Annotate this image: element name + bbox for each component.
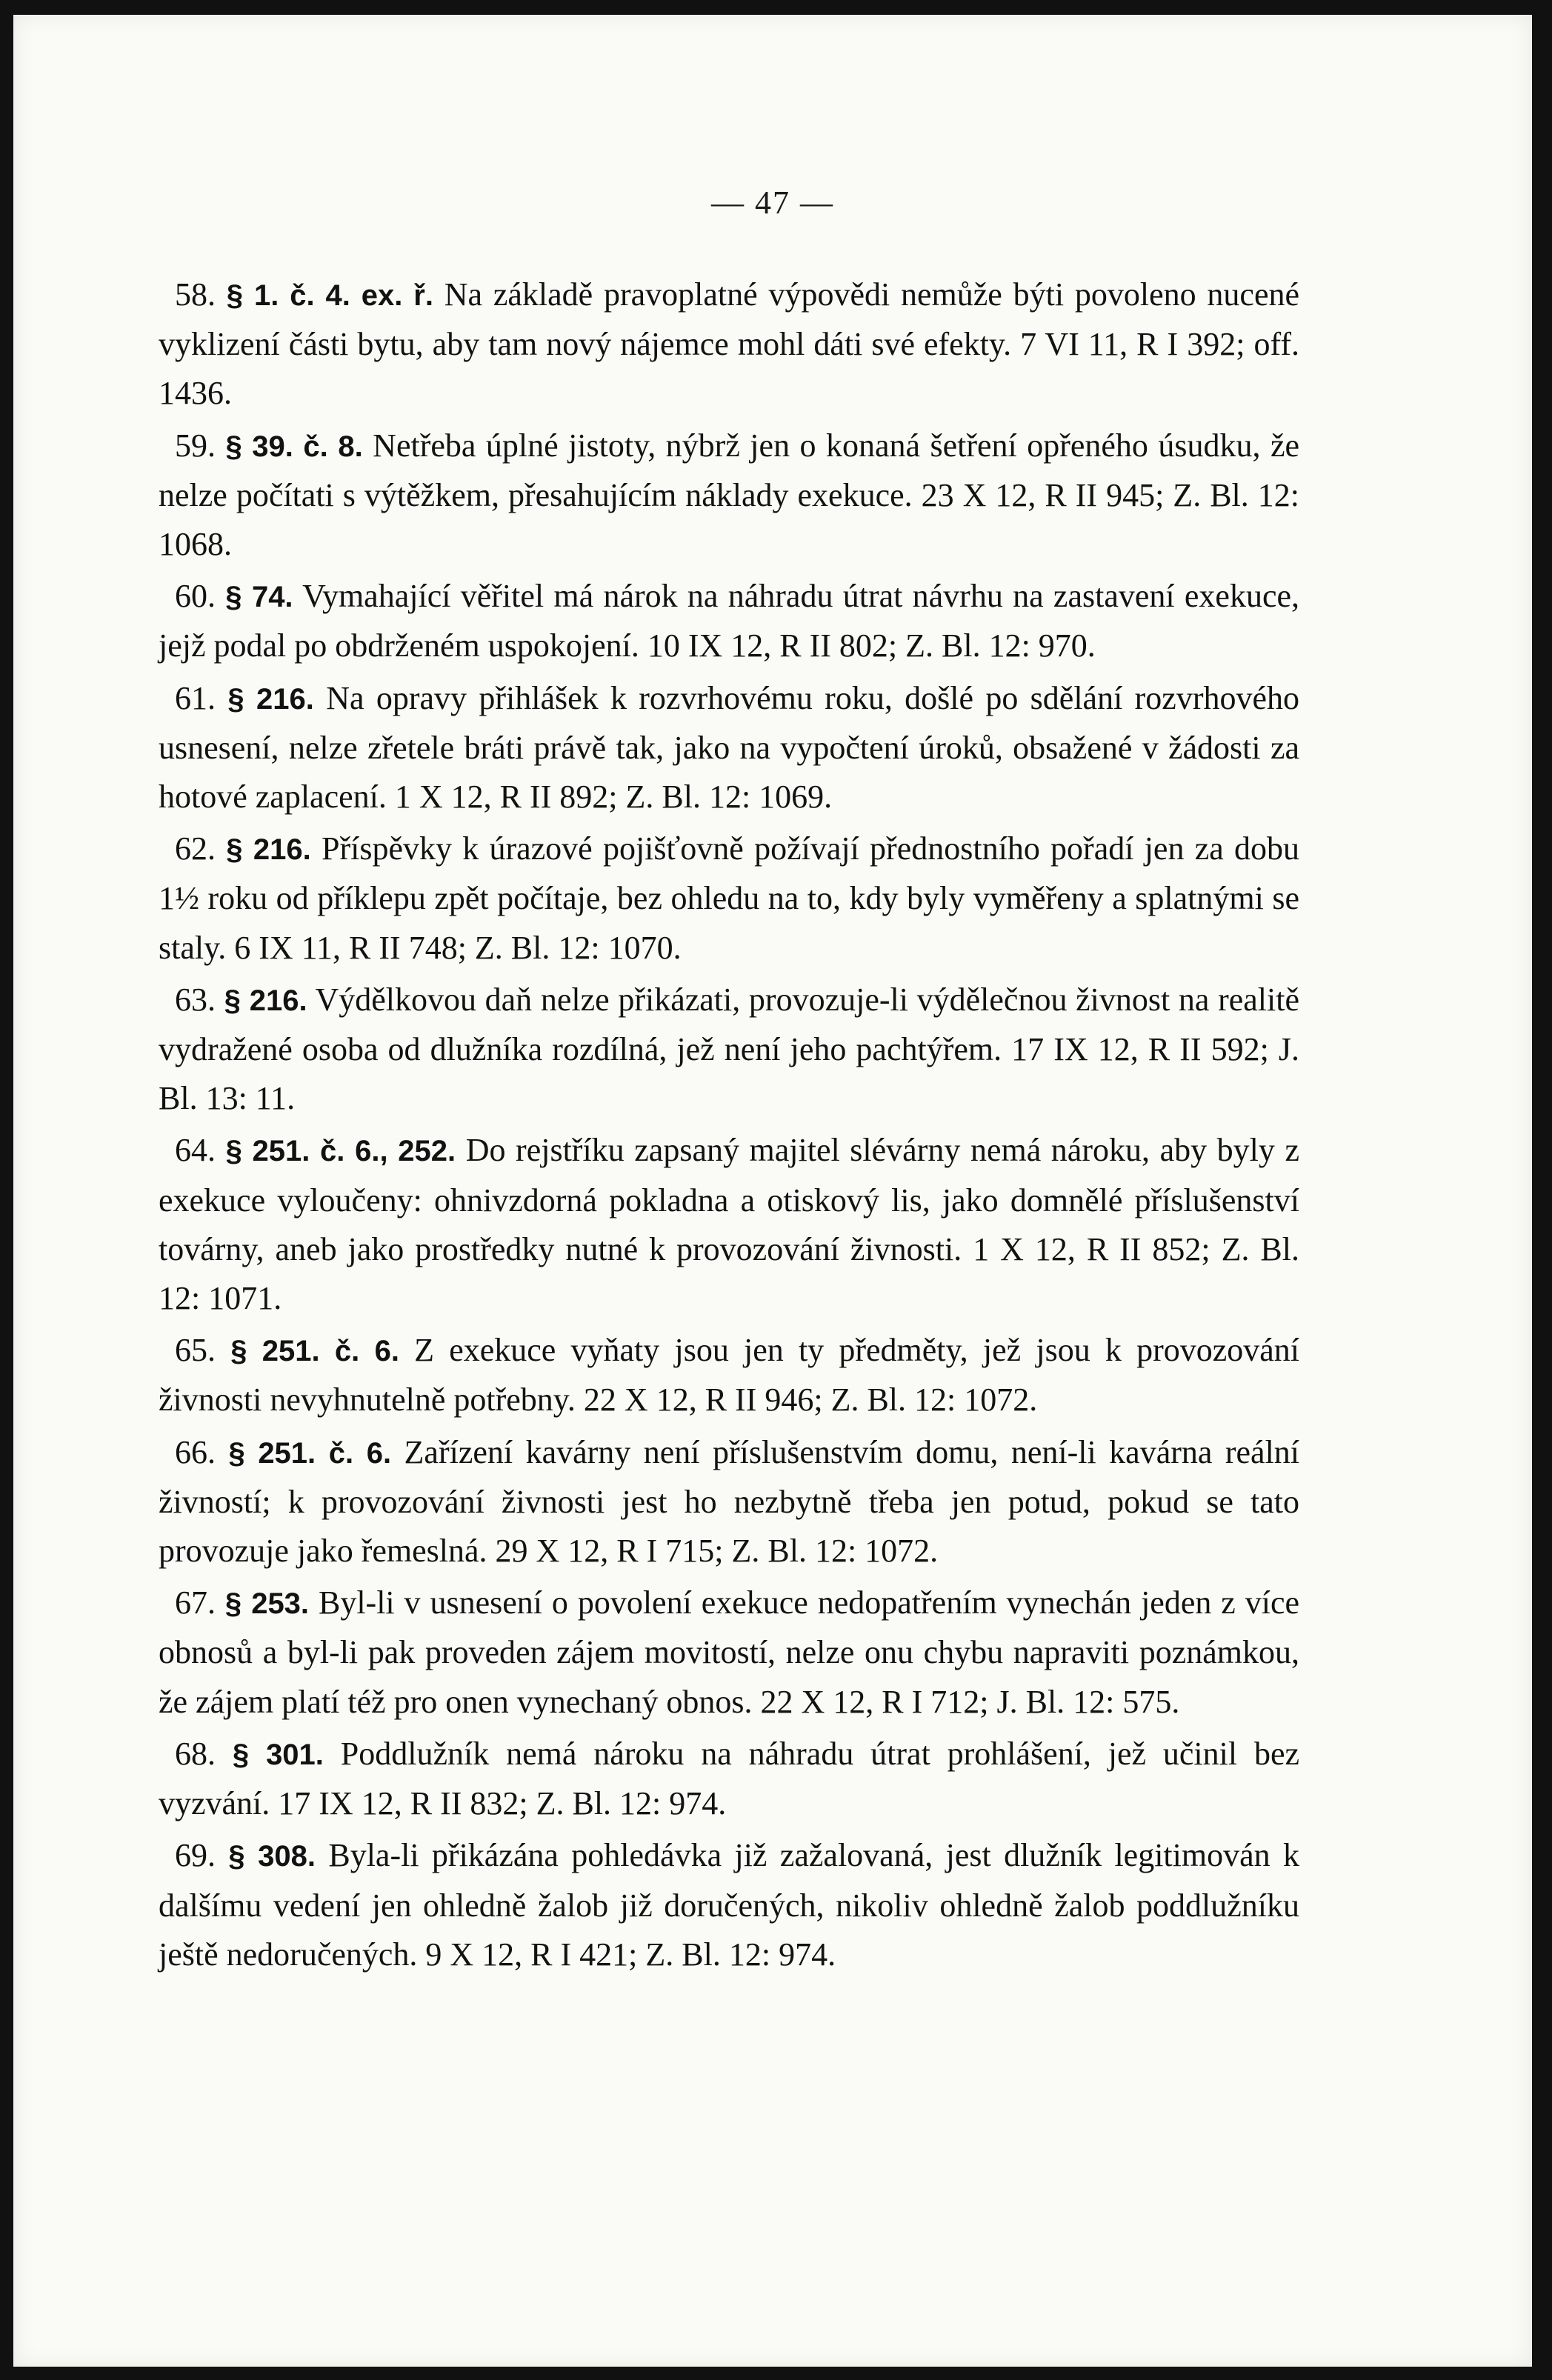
entry-58 [159, 270, 1299, 419]
entry-65 [159, 1326, 1299, 1424]
entry-text: Poddlužník nemá nároku na náhradu útrat prohlášení, jež učinil bez vyzvání. 17 IX 12, R II 832; Z. Bl. 12: 974. [159, 1735, 1300, 1822]
entry-number: 68. [175, 1735, 216, 1772]
entry-number: 58. [175, 276, 216, 313]
entry-62 [159, 824, 1299, 973]
entry-63 [159, 976, 1299, 1124]
page-number: — 47 — [711, 184, 834, 221]
section-reference: § 301. [232, 1738, 324, 1771]
section-reference: § 251. č. 6. [228, 1436, 392, 1470]
entry-number: 66. [175, 1433, 216, 1470]
entry-text: Byl-li v usnesení o povolení exekuce nedopatřením vynechán jeden z více obnosů a byl-li pak proveden zájem movitostí, nelze onu chybu napraviti poznámkou, že zájem platí též pro onen vynechaný obnos. 22 X 12, R I 712; J. Bl. 12: 575. [159, 1584, 1299, 1720]
entry-number: 64. [175, 1132, 216, 1169]
entry-text: Z exekuce vyňaty jsou jen ty předměty, jež jsou k provozování živnosti nevyhnutelně potřebny. 22 X 12, R II 946; Z. Bl. 12: 1072. [159, 1332, 1300, 1419]
entry-number: 63. [175, 981, 216, 1018]
entry-66 [159, 1428, 1299, 1576]
section-reference: § 39. č. 8. [225, 430, 363, 463]
entry-number: 69. [175, 1837, 216, 1874]
entry-67 [159, 1579, 1299, 1727]
decisions-list [159, 270, 1299, 1982]
section-reference: § 308. [228, 1840, 316, 1873]
entry-text: Zařízení kavárny není příslušenstvím domu, není-li kavárna reální živností; k provozování živnosti jest ho nezbytně třeba jen potud, pokud se tato provozuje jako řemeslná. 29 X 12, R I 715; Z. Bl. 12: 1072. [159, 1433, 1300, 1570]
entry-text: Byla-li přikázána pohledávka již zažalovaná, jest dlužník legitimován k dalšímu vedení jen ohledně žalob již doručených, nikoliv ohledně žalob poddlužníku ještě nedoručených. 9 X 12, R I 421; Z. Bl. 12: 974. [159, 1837, 1299, 1973]
entry-text: Netřeba úplné jistoty, nýbrž jen o konaná šetření opřeného úsudku, že nelze počítati s výtěžkem, přesahujícím náklady exekuce. 23 X 12, R II 945; Z. Bl. 12: 1068. [159, 427, 1299, 563]
section-reference: § 216. [226, 833, 311, 867]
entry-69 [159, 1831, 1299, 1979]
entry-text: Na opravy přihlášek k rozvrhovému roku, došlé po sdělání rozvrhového usnesení, nelze zřetele bráti právě tak, jako na vypočtení úroků, obsažené v žádosti za hotové zaplacení. 1 X 12, R II 892; Z. Bl. 12: 1069. [159, 679, 1300, 816]
entry-61 [159, 674, 1299, 822]
entry-text: Vymahající věřitel má nárok na náhradu útrat návrhu na zastavení exekuce, jejž podal po obdrženém uspokojení. 10 IX 12, R II 802; Z. Bl. 12: 970. [159, 578, 1300, 664]
entry-60 [159, 572, 1299, 670]
entry-text: Výdělkovou daň nelze přikázati, provozuje-li výdělečnou živnost na realitě vydražené osoba od dlužníka rozdílná, jež není jeho pachtýřem. 17 IX 12, R II 592; J. Bl. 13: 11. [159, 981, 1299, 1117]
entry-number: 65. [175, 1332, 216, 1369]
section-reference: § 253. [224, 1587, 310, 1621]
section-reference: § 216. [224, 984, 307, 1017]
entry-number: 67. [175, 1584, 216, 1621]
entry-64 [159, 1126, 1299, 1323]
section-reference: § 216. [227, 682, 314, 716]
section-reference: § 74. [225, 581, 293, 614]
entry-number: 61. [175, 679, 216, 716]
entry-number: 59. [175, 427, 216, 464]
entry-number: 60. [175, 578, 216, 615]
book-page [13, 15, 1532, 2367]
entry-68 [159, 1730, 1299, 1828]
section-reference: § 1. č. 4. ex. ř. [226, 279, 433, 312]
entry-text: Do rejstříku zapsaný majitel slévárny nemá nároku, aby byly z exekuce vyloučeny: ohnivzdorná pokladna a otiskový lis, jako domnělé příslušenství továrny, aneb jako prostředky nutné k provozování živnosti. 1 X 12, R II 852; Z. Bl. 12: 1071. [159, 1132, 1300, 1317]
entry-number: 62. [175, 830, 216, 867]
section-reference: § 251. č. 6. [230, 1335, 399, 1368]
entry-text: Na základě pravoplatné výpovědi nemůže býti povoleno nucené vyklizení části bytu, aby tam nový nájemce mohl dáti své efekty. 7 VI 11, R I 392; off. 1436. [159, 276, 1299, 412]
entry-59 [159, 421, 1299, 570]
section-reference: § 251. č. 6., 252. [225, 1135, 456, 1168]
entry-text: Příspěvky k úrazové pojišťovně požívají přednostního pořadí jen za dobu 1½ roku od příklepu zpět počítaje, bez ohledu na to, kdy byly vyměřeny a splatnými se staly. 6 IX 11, R II 748; Z. Bl. 12: 1070. [159, 830, 1300, 966]
